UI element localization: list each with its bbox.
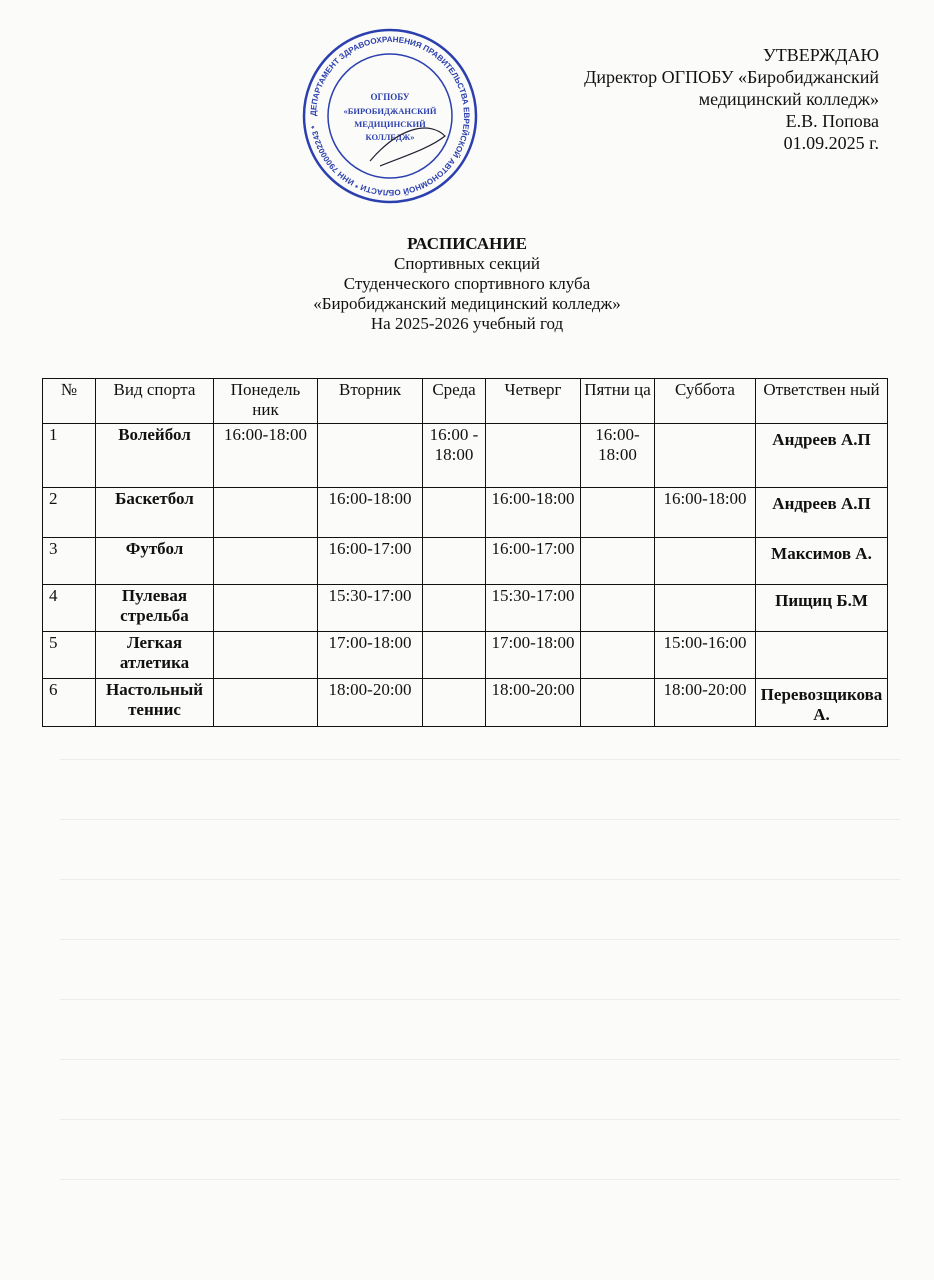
column-header: Вторник [318, 379, 423, 424]
row-number: 5 [43, 632, 96, 679]
time-slot-tue: 16:00-18:00 [318, 488, 423, 538]
time-slot-mon [214, 632, 318, 679]
time-slot-fri [581, 632, 655, 679]
time-slot-sat: 16:00-18:00 [655, 488, 756, 538]
time-slot-mon [214, 538, 318, 585]
time-slot-fri [581, 585, 655, 632]
sport-name: Пулевая стрельба [96, 585, 214, 632]
time-slot-mon [214, 585, 318, 632]
responsible-person: Андреев А.П [756, 488, 888, 538]
column-header: Четверг [486, 379, 581, 424]
time-slot-wed [423, 679, 486, 727]
time-slot-mon: 16:00-18:00 [214, 424, 318, 488]
time-slot-fri [581, 679, 655, 727]
approval-signatory: Е.В. Попова [785, 111, 879, 131]
table-row [43, 585, 888, 632]
responsible-person: Андреев А.П [756, 424, 888, 488]
table-row [43, 632, 888, 679]
svg-text:ДЕПАРТАМЕНТ ЗДРАВООХРАНЕНИЯ ПР: ДЕПАРТАМЕНТ ЗДРАВООХРАНЕНИЯ ПРАВИТЕЛЬСТВА ЕВРЕЙСКОЙ АВТОНОМНОЙ ОБЛАСТИ * ИНН 7900002243 * [308, 34, 472, 198]
time-slot-tue [318, 424, 423, 488]
time-slot-wed [423, 632, 486, 679]
time-slot-tue: 18:00-20:00 [318, 679, 423, 727]
time-slot-fri [581, 488, 655, 538]
svg-text:ОГПОБУ: ОГПОБУ [370, 92, 410, 102]
time-slot-fri: 16:00-18:00 [581, 424, 655, 488]
time-slot-thu: 16:00-18:00 [486, 488, 581, 538]
responsible-person: Перевозщикова А. [756, 679, 888, 727]
responsible-person [756, 632, 888, 679]
sport-name: Баскетбол [96, 488, 214, 538]
time-slot-wed [423, 585, 486, 632]
column-header: Суббота [655, 379, 756, 424]
svg-text:КОЛЛЕДЖ»: КОЛЛЕДЖ» [365, 132, 415, 142]
approval-position: Директор ОГПОБУ «Биробиджанский [584, 67, 879, 87]
sport-name: Легкая атлетика [96, 632, 214, 679]
column-header: № [43, 379, 96, 424]
document-title-block [0, 234, 934, 334]
approval-block [584, 44, 879, 154]
approval-heading: УТВЕРЖДАЮ [762, 45, 879, 65]
table-row [43, 424, 888, 488]
time-slot-thu [486, 424, 581, 488]
schedule-table [42, 378, 888, 727]
svg-text:«БИРОБИДЖАНСКИЙ: «БИРОБИДЖАНСКИЙ [343, 106, 437, 116]
responsible-person: Максимов А. [756, 538, 888, 585]
time-slot-mon [214, 679, 318, 727]
time-slot-thu: 18:00-20:00 [486, 679, 581, 727]
time-slot-sat [655, 424, 756, 488]
bleed-through-background [60, 740, 900, 1180]
subtitle-line: Спортивных секций [394, 254, 540, 273]
time-slot-sat: 18:00-20:00 [655, 679, 756, 727]
table-row [43, 538, 888, 585]
time-slot-thu: 15:30-17:00 [486, 585, 581, 632]
sport-name: Настольный теннис [96, 679, 214, 727]
row-number: 6 [43, 679, 96, 727]
column-header: Среда [423, 379, 486, 424]
sport-name: Футбол [96, 538, 214, 585]
time-slot-wed [423, 538, 486, 585]
subtitle-line: Студенческого спортивного клуба [343, 274, 591, 293]
responsible-person: Пищиц Б.М [756, 585, 888, 632]
column-header: Понедель ник [214, 379, 318, 424]
time-slot-fri [581, 538, 655, 585]
time-slot-thu: 17:00-18:00 [486, 632, 581, 679]
approval-date: 01.09.2025 г. [783, 133, 879, 153]
row-number: 3 [43, 538, 96, 585]
time-slot-thu: 16:00-17:00 [486, 538, 581, 585]
sport-name: Волейбол [96, 424, 214, 488]
time-slot-mon [214, 488, 318, 538]
table-header-row [43, 379, 888, 424]
time-slot-wed [423, 488, 486, 538]
academic-year: На 2025-2026 учебный год [370, 314, 564, 333]
column-header: Ответствен ный [756, 379, 888, 424]
row-number: 1 [43, 424, 96, 488]
approval-organization: медицинский колледж» [698, 89, 879, 109]
svg-text:МЕДИЦИНСКИЙ: МЕДИЦИНСКИЙ [354, 119, 426, 129]
time-slot-sat [655, 538, 756, 585]
time-slot-sat [655, 585, 756, 632]
row-number: 4 [43, 585, 96, 632]
time-slot-sat: 15:00-16:00 [655, 632, 756, 679]
column-header: Пятни ца [581, 379, 655, 424]
subtitle-line: «Биробиджанский медицинский колледж» [313, 294, 621, 313]
time-slot-tue: 15:30-17:00 [318, 585, 423, 632]
time-slot-tue: 17:00-18:00 [318, 632, 423, 679]
official-seal-stamp [300, 26, 480, 206]
table-row [43, 488, 888, 538]
row-number: 2 [43, 488, 96, 538]
document-title: РАСПИСАНИЕ [407, 234, 527, 253]
column-header: Вид спорта [96, 379, 214, 424]
table-row [43, 679, 888, 727]
time-slot-tue: 16:00-17:00 [318, 538, 423, 585]
time-slot-wed: 16:00 - 18:00 [423, 424, 486, 488]
